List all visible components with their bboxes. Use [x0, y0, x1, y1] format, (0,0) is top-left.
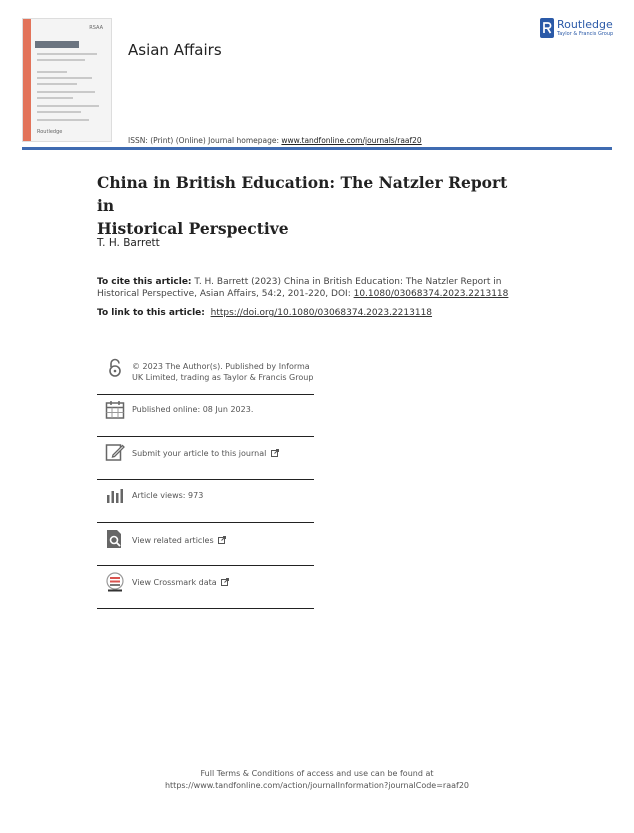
related-articles-link[interactable] [132, 536, 314, 547]
submit-article-row[interactable] [97, 437, 314, 480]
cover-text-line [37, 91, 95, 93]
crossmark-link[interactable] [132, 578, 314, 589]
issn-text: ISSN: (Print) (Online) Journal homepage: [128, 136, 282, 145]
article-views-row [97, 480, 314, 523]
journal-homepage-link[interactable]: www.tandfonline.com/journals/raaf20 [281, 136, 422, 145]
footer-terms-text: Full Terms & Conditions of access and use can be found at [200, 769, 434, 778]
publisher-subtitle: Taylor & Francis Group [557, 31, 614, 37]
cover-text-line [37, 119, 89, 121]
terms-footer [0, 768, 634, 792]
license-text: © 2023 The Author(s). Published by Informa UK Limited, trading as Taylor & Francis Group [132, 362, 314, 382]
cite-text: T. H. Barrett (2023) China in British Education: The Natzler Report in Historical Perspective, Asian Affairs, 54:2, 201-220, DOI: [97, 277, 502, 299]
cover-title-band [35, 41, 79, 48]
doi-link[interactable]: 10.1080/03068374.2023.2213118 [353, 289, 509, 299]
calendar-icon [105, 400, 125, 420]
external-link-icon [271, 449, 279, 457]
submit-article-link[interactable] [132, 449, 314, 460]
cite-label: To cite this article: [97, 277, 192, 287]
crossmark-row[interactable] [97, 566, 314, 609]
bar-chart-icon [105, 485, 125, 505]
crossmark-icon [105, 572, 125, 592]
cover-publisher-mark: RSAA [89, 25, 103, 31]
cover-text-line [37, 77, 92, 79]
cover-text-line [37, 83, 77, 85]
related-articles-label: View related articles [132, 536, 214, 545]
cover-publisher-name: Routledge [37, 129, 63, 135]
cover-accent-strip [23, 19, 31, 141]
open-access-icon [105, 358, 125, 378]
published-row [97, 395, 314, 437]
cover-text-line [37, 111, 81, 113]
journal-cover-thumbnail [22, 18, 112, 142]
external-link-icon [218, 536, 226, 544]
article-title [97, 171, 517, 240]
external-link-icon [221, 578, 229, 586]
submit-article-label: Submit your article to this journal [132, 449, 267, 458]
header-divider [22, 147, 612, 150]
related-search-icon [105, 529, 125, 549]
cover-text-line [37, 97, 73, 99]
article-title-line: Historical Perspective [97, 219, 289, 238]
issn-line [128, 136, 422, 145]
crossmark-label: View Crossmark data [132, 578, 217, 587]
cover-text-line [37, 105, 99, 107]
article-url-link[interactable]: https://doi.org/10.1080/03068374.2023.2213118 [210, 308, 433, 318]
routledge-logo [540, 18, 620, 40]
routledge-r-icon [540, 18, 554, 38]
footer-terms-url[interactable]: https://www.tandfonline.com/action/journalInformation?journalCode=raaf20 [164, 781, 470, 790]
article-author: T. H. Barrett [97, 237, 160, 249]
cover-text-line [37, 71, 67, 73]
link-label: To link to this article: [97, 308, 205, 318]
article-title-line: China in British Education: The Natzler Report in [97, 173, 508, 215]
cover-text-line [37, 59, 85, 61]
citation-block [97, 276, 517, 300]
article-views-text: Article views: 973 [132, 491, 204, 500]
journal-title: Asian Affairs [128, 41, 222, 59]
edit-pencil-icon [105, 442, 125, 462]
article-link-block [97, 307, 517, 319]
published-date-text: Published online: 08 Jun 2023. [132, 405, 254, 414]
open-access-row [97, 356, 314, 395]
publisher-name: Routledge [557, 18, 613, 31]
related-articles-row[interactable] [97, 523, 314, 566]
cover-text-line [37, 53, 97, 55]
